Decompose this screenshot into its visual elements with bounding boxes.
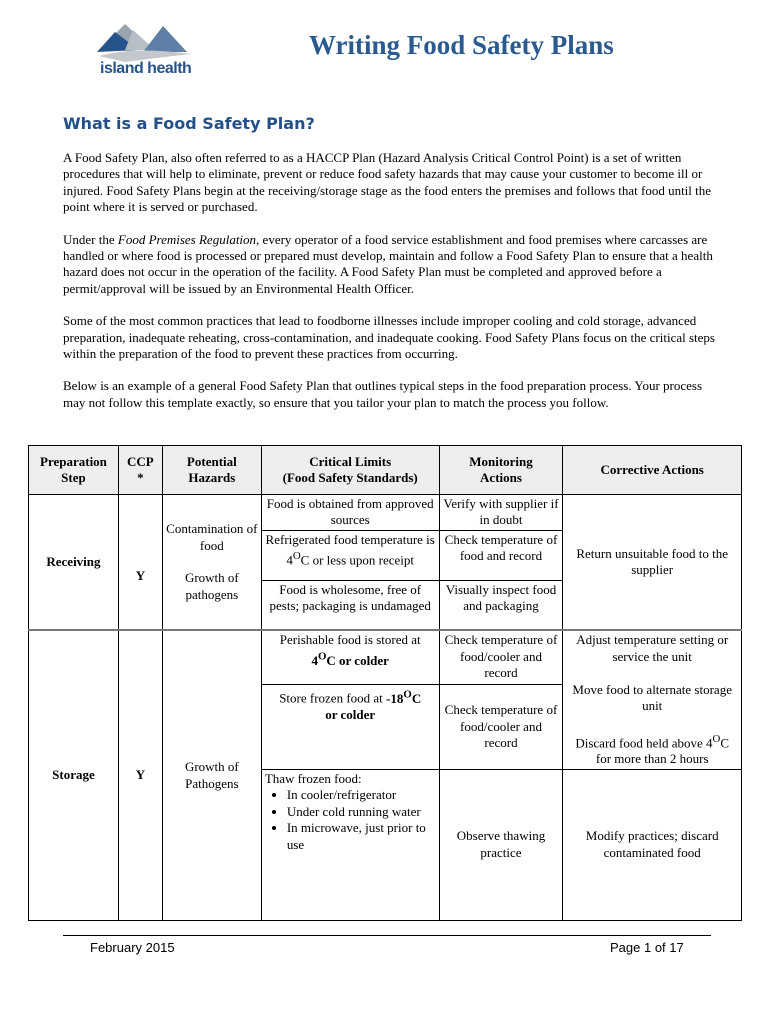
- thaw-methods-list: [265, 787, 436, 853]
- monitor-cell: Check temperature of food/cooler and record: [439, 685, 563, 770]
- limit-cell: Refrigerated food temperature is $4^OC$ or less upon receipt: [261, 530, 439, 580]
- paragraph-4: Below is an example of a general Food Safety Plan that outlines typical steps in the food preparation process. Your process may not follow this template exactly, so ensure that you tailor your plan to match the process you follow.: [63, 378, 703, 410]
- paragraph-1: A Food Safety Plan, also often referred to as a HACCP Plan (Hazard Analysis Critical Control Point) is a set of written procedures that will help to eliminate, prevent or reduce food safety hazards that may cause your customer to become ill or injured. Food Safety Plans begin at the receiving/storage stage as the food enters the premises and follows that food until the point where it is served or purchased.: [63, 150, 712, 215]
- monitor-cell: Check temperature of food and record: [439, 530, 563, 580]
- hazard-cell: Growth of Pathogens: [162, 630, 261, 920]
- monitor-cell: Observe thawing practice: [439, 769, 563, 920]
- limit-cell: Perishable food is stored at $4^OC$ or colder: [261, 630, 439, 684]
- intro-text: [63, 150, 715, 427]
- corrective-cell: Adjust temperature setting or service the unit Move food to alternate storage unit Discard food held above $4^OC$ for more than 2 hours: [563, 630, 742, 769]
- step-cell: Storage: [29, 630, 119, 920]
- step-cell: Receiving: [29, 495, 119, 631]
- table-row: [29, 630, 742, 684]
- ccp-cell: Y: [118, 495, 162, 631]
- monitor-cell: Check temperature of food/cooler and record: [439, 630, 563, 684]
- text: Under the: [63, 231, 118, 247]
- list-item: • In cooler/refrigerator: [287, 787, 436, 803]
- table-header-row: [29, 446, 742, 495]
- paragraph-2: [63, 232, 715, 298]
- thaw-title: Thaw frozen food:: [264, 770, 362, 786]
- corrective-cell: Return unsuitable food to the supplier: [563, 495, 742, 631]
- header-critical-limits: Critical Limits (Food Safety Standards): [261, 446, 439, 495]
- section-heading: What is a Food Safety Plan?: [63, 114, 315, 133]
- limit-cell: Store frozen food at $-18^OC$ or colder: [261, 685, 439, 770]
- monitor-cell: Verify with supplier if in doubt: [439, 495, 563, 531]
- document-title: Writing Food Safety Plans: [309, 30, 614, 60]
- header-monitoring: Monitoring Actions: [439, 446, 563, 495]
- monitor-cell: Visually inspect food and packaging: [439, 580, 563, 630]
- logo-text: island health: [100, 60, 192, 77]
- header-corrective: Corrective Actions: [563, 446, 742, 495]
- table-row: [29, 495, 742, 531]
- limit-cell: [261, 769, 439, 920]
- regulation-name: Food Premises Regulation: [117, 231, 257, 247]
- header-step: Preparation Step: [29, 446, 119, 495]
- list-item: • Under cold running water: [287, 804, 436, 820]
- list-item: • In microwave, just prior to use: [287, 820, 436, 853]
- footer-page-number: Page 1 of 17: [610, 940, 684, 955]
- footer-date: February 2015: [90, 940, 175, 955]
- corrective-cell: Modify practices; discard contaminated food: [563, 769, 742, 920]
- food-safety-plan-table: [28, 445, 742, 921]
- limit-cell: Food is obtained from approved sources: [261, 495, 439, 531]
- header-ccp: CCP *: [118, 446, 162, 495]
- footer-divider: [63, 935, 711, 936]
- paragraph-3: Some of the most common practices that lead to foodborne illnesses include improper cooling and cold storage, advanced preparation, inadequate reheating, cross-contamination, and inadequate cooking. Food Safety Plans focus on the critical steps within the preparation of the food to prevent these practices from occurring.: [63, 313, 715, 362]
- hazard-cell: Contamination of food Growth of pathogens: [162, 495, 261, 631]
- text: , every operator of a food service establishment and food premises where carcasses are handled or where food is processed or prepared must develop, maintain and follow a Food Safety Plan to ensure that a health hazard does not occur in the operation of the facility. A Food Safety Plan must be completed and approved before a permit/approval will be issued by an Environmental Health Officer.: [63, 231, 713, 296]
- ccp-cell: Y: [118, 630, 162, 920]
- limit-cell: Food is wholesome, free of pests; packaging is undamaged: [261, 580, 439, 630]
- header-hazards: Potential Hazards: [162, 446, 261, 495]
